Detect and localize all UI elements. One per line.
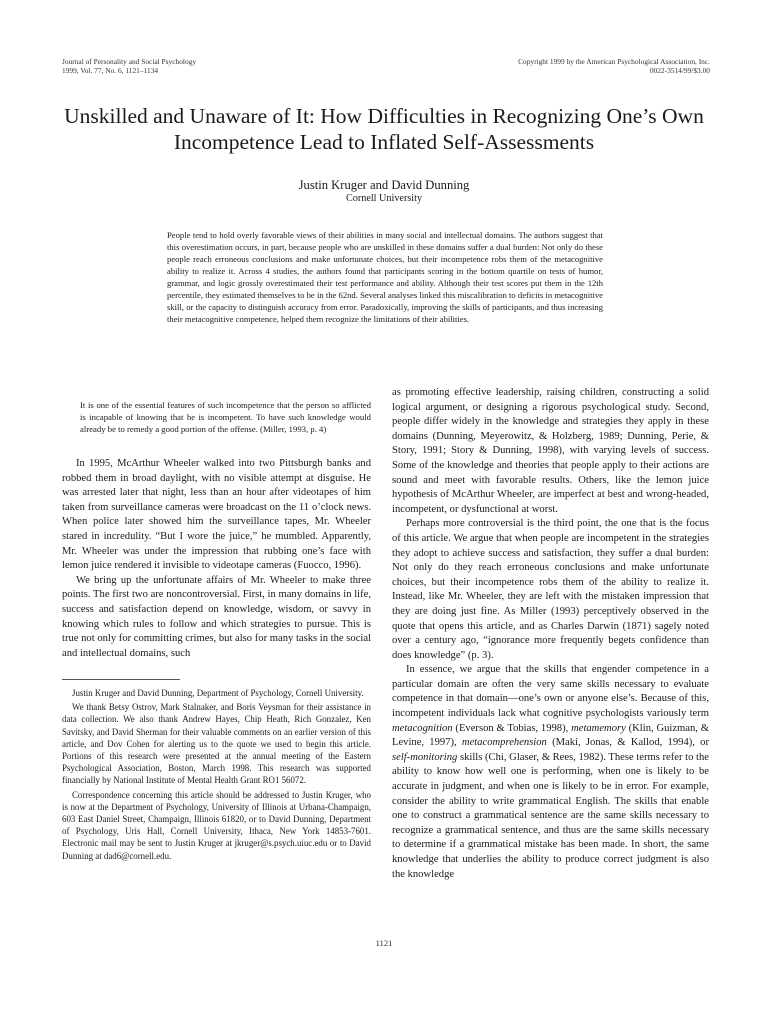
term-metacomprehension: metacomprehension xyxy=(461,737,547,749)
term-metamemory: metamemory xyxy=(571,722,626,734)
copyright-line: Copyright 1999 by the American Psychological Association, Inc. xyxy=(518,57,710,66)
journal-volume: 1999, Vol. 77, No. 6, 1121–1134 xyxy=(62,66,159,75)
footnote-divider xyxy=(62,679,180,680)
body-paragraph: We bring up the unfortunate affairs of Mr. Wheeler to make three points. The first two are noncontroversial. First, in many domains in life, success and satisfaction depend on knowledge, wisdom, or savvy in knowing which rules to follow and which strategies to pursue. This is true not only for committing crimes, but also for many tasks in the social and intellectual domains, such xyxy=(62,574,371,659)
term-self-monitoring: self-monitoring xyxy=(392,751,458,763)
authors: Justin Kruger and David Dunning xyxy=(298,178,470,192)
right-column xyxy=(392,386,709,882)
footnote-paragraph: Justin Kruger and David Dunning, Department of Psychology, Cornell University. xyxy=(72,688,364,698)
journal-citation xyxy=(62,57,362,75)
copyright-notice xyxy=(420,57,710,75)
journal-name: Journal of Personality and Social Psychology xyxy=(62,57,197,66)
body-paragraph: Perhaps more controversial is the third point, the one that is the focus of this article. We argue that when people are incompetent in the strategies they adopt to achieve success and satisfaction, they suffer a dual burden: Not only do they reach erroneous conclusions and make unfortunate choices, but their incompetence robs them of the ability to realize it. Instead, like Mr. Wheeler, they are left with the mistaken impression that they are doing just fine. As Miller (1993) perceptively observed in the quote that opens this article, and as Charles Darwin (1871) sagely noted over a century ago, “ignorance more frequently begets confidence than does knowledge” (p. 3). xyxy=(392,518,709,661)
term-metacognition: metacognition xyxy=(392,722,453,734)
footnote-paragraph: We thank Betsy Ostrov, Mark Stalnaker, and Boris Veysman for their assistance in data collection. We also thank Andrew Hayes, Chip Heath, Rich Gonzalez, Ken Savitsky, and David Sherman for their valuable comments on an earlier version of this article, and Dov Cohen for alerting us to the quote we used to begin this article. Portions of this research were presented at the annual meeting of the Eastern Psychological Association, Boston, March 1998. This research was supported financially by National Institute of Mental Health Grant RO1 56072. xyxy=(62,702,371,786)
body-paragraph: as promoting effective leadership, raising children, constructing a solid logical argument, or designing a rigorous psychological study. Second, people differ widely in the knowledge and strategies they apply in these domains (Dunning, Meyerowitz, & Holzberg, 1989; Dunning, Perie, & Story, 1991; Story & Dunning, 1998), with varying levels of success. Some of the knowledge and theories that people apply to their actions are sound and meet with favorable results. Others, like the lemon juice hypothesis of McArthur Wheeler, are imperfect at best and wrong-headed, incompetent, or dysfunctional at worst. xyxy=(392,387,709,515)
abstract: People tend to hold overly favorable views of their abilities in many social and intellectual domains. The authors suggest that this overestimation occurs, in part, because people who are unskilled in these domains suffer a dual burden: Not only do these people reach erroneous conclusions and make unfortunate choices, but their incompetence robs them of the metacognitive ability to realize it. Across 4 studies, the authors found that participants scoring in the bottom quartile on tests of humor, grammar, and logic grossly overestimated their test performance and ability. Although their test scores put them in the 12th percentile, they estimated themselves to be in the 62nd. Several analyses linked this miscalibration to deficits in metacognitive skill, or the capacity to distinguish accuracy from error. Paradoxically, improving the skills of participants, and thus increasing their metacognitive competence, helped them recognize the limitations of their abilities. xyxy=(167,230,603,325)
left-column xyxy=(62,457,371,661)
affiliation: Cornell University xyxy=(345,193,423,204)
title-line-1: Unskilled and Unaware of It: How Difficulties in Recognizing One’s Own xyxy=(64,104,704,128)
article-title xyxy=(40,103,728,155)
footnote-paragraph: Correspondence concerning this article should be addressed to Justin Kruger, who is now at the Department of Psychology, University of Illinois at Urbana-Champaign, 603 East Daniel Street, Champaign, Illinois 61820, or to David Dunning, Department of Psychology, Uris Hall, Cornell University, Ithaca, New York 14853-7601. Electronic mail may be sent to Justin Kruger at jkruger@s.psych.uiuc.edu or to David Dunning at dad6@cornell.edu. xyxy=(62,789,371,861)
page-number: 1121 xyxy=(375,938,393,948)
author-note xyxy=(62,687,371,864)
title-line-2: Incompetence Lead to Inflated Self-Assessments xyxy=(173,130,595,154)
body-paragraph: In 1995, McArthur Wheeler walked into two Pittsburgh banks and robbed them in broad daylight, with no visible attempt at disguise. He was arrested later that night, less than an hour after videotapes of him taken from surveillance cameras were broadcast on the 11 o’clock news. When police later showed him the surveillance tapes, Mr. Wheeler stared in incredulity. “But I wore the juice,” he mumbled. Apparently, Mr. Wheeler was under the impression that rubbing one’s face with lemon juice rendered it invisible to videotape cameras (Fuocco, 1996). xyxy=(62,458,371,572)
epigraph-quote: It is one of the essential features of such incompetence that the person so afflicted is incapable of knowing that he is incompetent. To have such knowledge would already be to remedy a good portion of the offense. (Miller, 1993, p. 4) xyxy=(80,400,371,435)
body-paragraph: In essence, we argue that the skills that engender competence in a particular domain are often the very same skills necessary to evaluate competence in that domain—one’s own or anyone else’s. Because of this, incompetent individuals lack what cognitive psychologists variously term metacognition (Everson & Tobias, 1998), metamemory (Klin, Guizman, & Levine, 1997), metacomprehension (Maki, Jonas, & Kallod, 1994), or self-monitoring skills (Chi, Glaser, & Rees, 1982). These terms refer to the ability to know how well one is performing, when one is likely to be accurate in judgment, and when one is likely to be in error. For example, consider the ability to write grammatical English. The skills that enable one to construct a grammatical sentence are the same skills necessary to recognize a grammatical sentence, and thus are the same skills necessary to determine if a grammatical mistake has been made. In short, the same knowledge that underlies the ability to produce correct judgment is also the knowledge xyxy=(392,664,709,880)
issn-price: 0022-3514/99/$3.00 xyxy=(649,66,710,75)
